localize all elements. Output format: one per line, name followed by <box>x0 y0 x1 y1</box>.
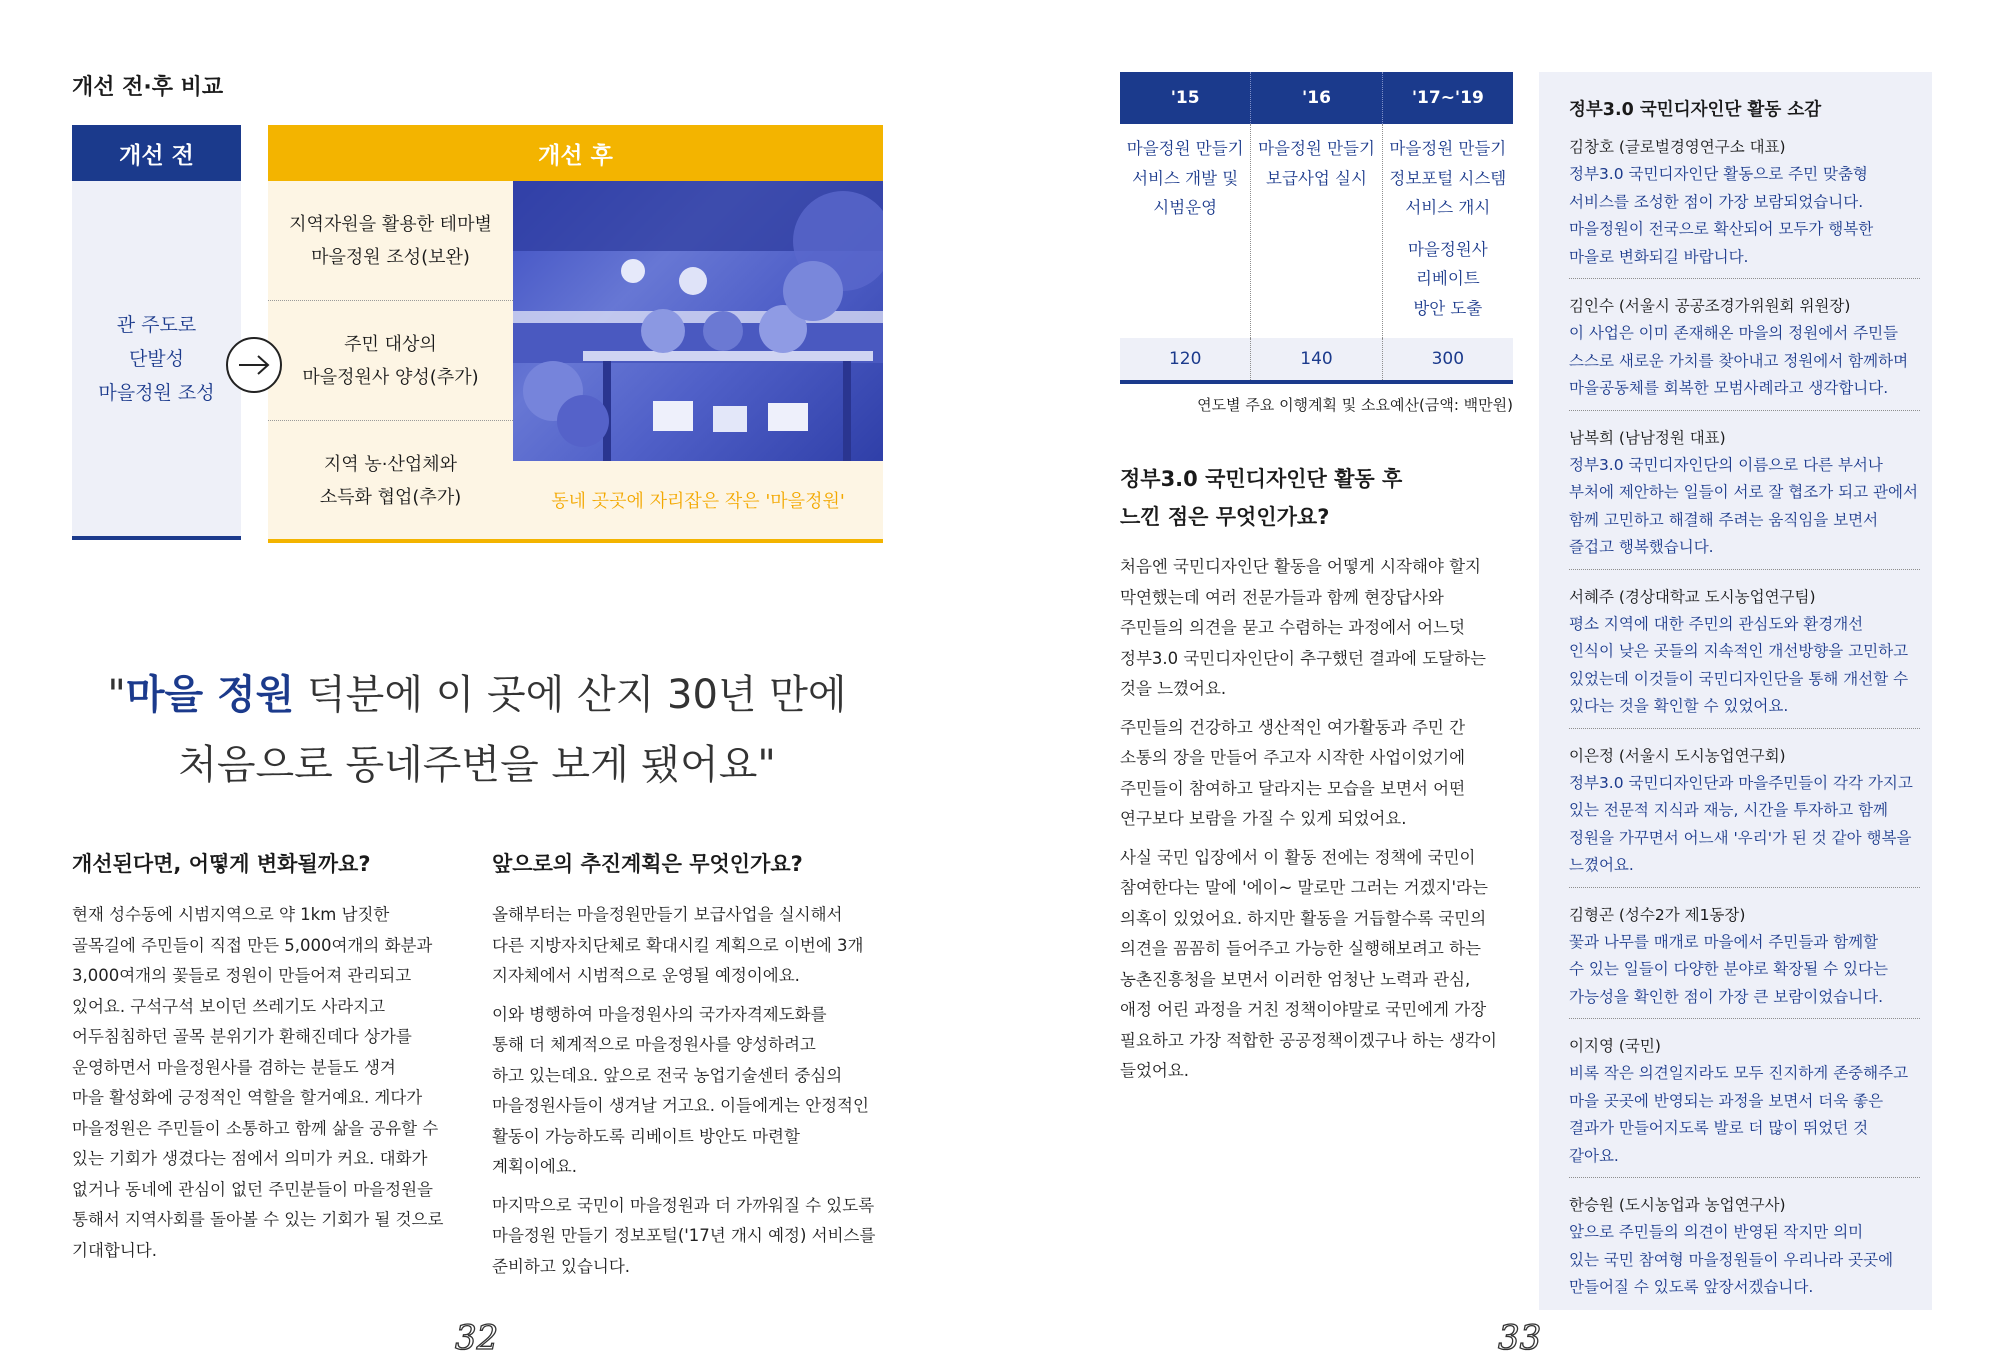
text-line: 들었어요. <box>1120 1061 1190 1080</box>
cell-line: 마을정원 만들기 <box>1389 139 1507 158</box>
testimonial-name: 서혜주 (경상대학교 도시농업연구팀) <box>1569 587 1816 606</box>
cell-line: 정보포털 시스템 <box>1389 168 1507 188</box>
testimonial-text <box>1569 161 1920 271</box>
text-line: 주민들의 의견을 묻고 수렴하는 과정에서 어느덧 <box>1120 618 1466 637</box>
text-line: 다른 지방자치단체로 확대시킬 계획으로 이번에 3개 <box>492 935 864 955</box>
text-line: 현재 성수동에 시범지역으로 약 1km 남짓한 <box>72 905 390 924</box>
text-line: 마을정원이 전국으로 확산되어 모두가 행복한 <box>1569 220 1874 238</box>
text-line: 평소 지역에 대한 주민의 관심도와 환경개선 <box>1569 614 1864 633</box>
table-budget-cell: 120 <box>1120 338 1251 380</box>
text-line: 마을정원 만들기 정보포털('17년 개시 예정) 서비스를 <box>492 1226 876 1245</box>
text-line: 사실 국민 입장에서 이 활동 전에는 정책에 국민이 <box>1120 847 1476 867</box>
before-line: 마을정원 조성 <box>98 381 215 404</box>
quote-line-1-rest: 덕분에 이 곳에 산지 30년 만에 <box>294 672 847 718</box>
table-budget-row <box>1120 338 1513 384</box>
after-item <box>268 421 513 541</box>
text-line: 결과가 만들어지도록 발로 더 많이 뛰었던 것 <box>1569 1119 1869 1137</box>
text-line: 가능성을 확인한 점이 가장 큰 보람이었습니다. <box>1569 987 1884 1006</box>
text-line: 수 있는 일들이 다양한 분야로 확장될 수 있다는 <box>1569 960 1888 978</box>
after-item-line: 소득화 협업(추가) <box>319 487 462 508</box>
after-item-line: 마을정원사 양성(추가) <box>302 366 479 388</box>
text-line: 통해서 지역사회를 돌아볼 수 있는 기회가 될 것으로 <box>72 1210 444 1229</box>
text-line: 스스로 새로운 가치를 찾아내고 정원에서 함께하며 <box>1569 351 1909 370</box>
text-line: 소통의 장을 만들어 주고자 시작한 사업이었기에 <box>1120 748 1466 767</box>
feeling-paragraph <box>1120 552 1515 705</box>
table-plan-cell <box>1251 124 1382 338</box>
text-line: 애정 어린 과정을 거친 정책이야말로 국민에게 가장 <box>1120 1000 1487 1019</box>
text-line: 꽃과 나무를 매개로 마을에서 주민들과 함께할 <box>1569 932 1879 951</box>
after-item <box>268 181 513 301</box>
before-column <box>72 125 241 540</box>
text-line: 막연했는데 여러 전문가들과 함께 현장답사와 <box>1120 587 1444 607</box>
photo-caption: 동네 곳곳에 자리잡은 작은 '마을정원' <box>551 491 845 512</box>
text-line: 있는 국민 참여형 마을정원들이 우리나라 곳곳에 <box>1569 1250 1894 1269</box>
testimonial-text <box>1569 1060 1920 1170</box>
change-body <box>72 900 462 1266</box>
before-line: 관 주도로 <box>116 313 197 336</box>
testimonial-name: 남복희 (남남정원 대표) <box>1569 428 1726 447</box>
text-line: 있다는 것을 확인할 수 있었어요. <box>1569 697 1789 715</box>
quote-line-1 <box>72 660 882 730</box>
text-line: 마을공동체를 회복한 모범사례라고 생각합니다. <box>1569 379 1889 397</box>
text-line: 참여한다는 말에 '에이~ 말로만 그러는 거겠지'라는 <box>1120 878 1488 897</box>
text-line: 이와 병행하여 마을정원사의 국가자격제도화를 <box>492 1004 827 1024</box>
text-line: 어두침침하던 골목 분위기가 환해진데다 상가를 <box>72 1027 412 1046</box>
testimonial-entry <box>1569 424 1920 570</box>
text-line: 있는 기회가 생겼다는 점에서 의미가 커요. 대화가 <box>72 1149 428 1168</box>
text-line: 느꼈어요. <box>1569 856 1634 874</box>
testimonial-entry <box>1569 583 1920 729</box>
table-caption: 연도별 주요 이행계획 및 소요예산(금액: 백만원) <box>1197 396 1513 414</box>
text-line: 운영하면서 마을정원사를 겸하는 분들도 생겨 <box>72 1057 396 1077</box>
text-line: 마지막으로 국민이 마을정원과 더 가까워질 수 있도록 <box>492 1195 875 1215</box>
feeling-body <box>1120 552 1515 1087</box>
testimonials-sidebar <box>1539 72 1932 1310</box>
text-line: 계획이에요. <box>492 1157 577 1176</box>
testimonial-name: 이지영 (국민) <box>1569 1037 1661 1055</box>
quote-highlight: 마을 정원 <box>125 672 295 718</box>
after-item-line: 지역자원을 활용한 테마별 <box>289 213 492 235</box>
feeling-heading <box>1120 460 1515 536</box>
table-plan-cell <box>1120 124 1251 338</box>
testimonial-entry <box>1569 1032 1920 1178</box>
text-line: 지자체에서 시범적으로 운영될 예정이에요. <box>492 966 800 985</box>
after-item-line: 지역 농·산업체와 <box>323 454 458 475</box>
after-column <box>268 125 883 543</box>
plan-column <box>492 848 892 1290</box>
cell-line: 방안 도출 <box>1413 298 1483 318</box>
cell-line: 시범운영 <box>1153 198 1218 217</box>
testimonial-name: 김인수 (서울시 공공조경가위원회 위원장) <box>1569 297 1851 315</box>
text-line: 있었는데 이것들이 국민디자인단을 통해 개선할 수 <box>1569 669 1909 688</box>
comparison-section-title: 개선 전·후 비교 <box>72 75 224 100</box>
cell-line: 마을정원사 <box>1407 239 1488 259</box>
right-arrow-icon <box>237 354 271 376</box>
text-line: 골목길에 주민들이 직접 만든 5,000여개의 화분과 <box>72 935 433 955</box>
text-line: 정부3.0 국민디자인단 활동으로 주민 맞춤형 <box>1569 165 1868 183</box>
testimonial-text <box>1569 1219 1920 1302</box>
cell-line: 서비스 개시 <box>1405 198 1491 217</box>
before-line: 단발성 <box>128 347 185 370</box>
cell-spacer <box>1383 223 1513 235</box>
text-line: 주민들이 참여하고 달라지는 모습을 보면서 어떤 <box>1120 778 1466 798</box>
text-line: 마을 활성화에 긍정적인 역할을 할거예요. 게다가 <box>72 1088 423 1107</box>
highlight-quote <box>72 660 882 800</box>
quote-open-mark: " <box>107 672 126 718</box>
table-plan-row <box>1120 124 1513 338</box>
cell-line: 마을정원 만들기 <box>1126 139 1244 158</box>
testimonial-entry <box>1569 1191 1920 1309</box>
text-line: 처음엔 국민디자인단 활동을 어떻게 시작해야 할지 <box>1120 557 1481 576</box>
table-plan-cell <box>1383 124 1513 338</box>
text-line: 비록 작은 의견일지라도 모두 진지하게 존중해주고 <box>1569 1064 1909 1082</box>
change-column <box>72 848 462 1274</box>
after-item-line: 주민 대상의 <box>344 333 437 355</box>
change-heading: 개선된다면, 어떻게 변화될까요? <box>72 852 371 876</box>
village-garden-photo <box>513 181 883 461</box>
after-items-list <box>268 181 513 539</box>
testimonial-text <box>1569 611 1920 721</box>
text-line: 같아요. <box>1569 1146 1619 1165</box>
testimonial-name: 한승원 (도시농업과 농업연구사) <box>1569 1196 1786 1214</box>
text-line: 만들어질 수 있도록 앞장서겠습니다. <box>1569 1278 1814 1296</box>
text-line: 의혹이 있었어요. 하지만 활동을 거듭할수록 국민의 <box>1120 908 1487 928</box>
right-arrow-circle-icon <box>226 337 282 393</box>
table-budget-cell: 140 <box>1251 338 1382 380</box>
text-line: 의견을 꼼꼼히 들어주고 가능한 실행해보려고 하는 <box>1120 939 1481 958</box>
text-line: 연구보다 보람을 가질 수 있게 되었어요. <box>1120 809 1407 828</box>
text-line: 기대합니다. <box>72 1240 157 1260</box>
text-line: 3,000여개의 꽃들로 정원이 만들어져 관리되고 <box>72 966 412 985</box>
testimonial-text <box>1569 929 1920 1012</box>
plan-paragraph <box>492 1191 892 1283</box>
testimonial-name: 김창호 (글로벌경영연구소 대표) <box>1569 138 1786 156</box>
text-line: 즐겁고 행복했습니다. <box>1569 538 1714 556</box>
testimonial-entry <box>1569 133 1920 279</box>
text-line: 없거나 동네에 관심이 없던 주민분들이 마을정원을 <box>72 1179 433 1199</box>
sidebar-title: 정부3.0 국민디자인단 활동 소감 <box>1569 100 1822 120</box>
text-line: 정부3.0 국민디자인단의 이름으로 다른 부서나 <box>1569 455 1883 474</box>
after-header: 개선 후 <box>268 125 883 181</box>
testimonial-entry <box>1569 901 1920 1020</box>
heading-line: 정부3.0 국민디자인단 활동 후 <box>1120 467 1403 491</box>
text-line: 부처에 제안하는 일들이 서로 잘 협조가 되고 관에서 <box>1569 483 1918 501</box>
table-header-row <box>1120 72 1513 124</box>
quote-line-2: 처음으로 동네주변을 보게 됐어요" <box>178 742 776 788</box>
feeling-section <box>1120 460 1515 1095</box>
after-item-line: 마을정원 조성(보완) <box>311 246 470 268</box>
page-number-left: 32 <box>455 1318 499 1358</box>
testimonial-text <box>1569 320 1920 403</box>
text-line: 정부3.0 국민디자인단이 추구했던 결과에 도달하는 <box>1120 648 1486 668</box>
text-line: 함께 고민하고 해결해 주려는 움직임을 보면서 <box>1569 510 1879 529</box>
text-line: 마을정원사들이 생겨날 거고요. 이들에게는 안정적인 <box>492 1096 869 1115</box>
plan-budget-table <box>1120 72 1513 415</box>
text-line: 활동이 가능하도록 리베이트 방안도 마련할 <box>492 1126 800 1146</box>
text-line: 하고 있는데요. 앞으로 전국 농업기술센터 중심의 <box>492 1065 843 1085</box>
text-line: 올해부터는 마을정원만들기 보급사업을 실시해서 <box>492 905 843 924</box>
testimonial-entry <box>1569 742 1920 888</box>
text-line: 있는 전문적 지식과 재능, 시간을 투자하고 함께 <box>1569 801 1888 819</box>
page-number-right: 33 <box>1498 1318 1542 1358</box>
text-line: 것을 느꼈어요. <box>1120 679 1227 698</box>
text-line: 인식이 낮은 곳들의 지속적인 개선방향을 고민하고 <box>1569 642 1909 660</box>
cell-line: 서비스 개발 및 <box>1132 168 1239 188</box>
feeling-paragraph <box>1120 713 1515 835</box>
testimonial-name: 김형곤 (성수2가 제1동장) <box>1569 905 1746 924</box>
cell-line: 보급사업 실시 <box>1266 168 1367 188</box>
text-line: 있어요. 구석구석 보이던 쓰레기도 사라지고 <box>72 996 386 1016</box>
testimonial-name: 이은정 (서울시 도시농업연구회) <box>1569 746 1786 765</box>
text-line: 준비하고 있습니다. <box>492 1256 631 1276</box>
before-body <box>72 181 241 536</box>
text-line: 앞으로 주민들의 의견이 반영된 작지만 의미 <box>1569 1223 1864 1241</box>
text-line: 농촌진흥청을 보면서 이러한 엄청난 노력과 관심, <box>1120 969 1471 989</box>
text-line: 필요하고 가장 적합한 공공정책이겠구나 하는 생각이 <box>1120 1030 1497 1050</box>
text-line: 마을로 변화되길 바랍니다. <box>1569 247 1749 266</box>
testimonial-text <box>1569 452 1920 562</box>
table-budget-cell: 300 <box>1431 349 1465 369</box>
table-year-header: '16 <box>1251 72 1382 124</box>
text-line: 서비스를 조성한 점이 가장 보람되었습니다. <box>1569 192 1864 211</box>
text-line: 마을정원은 주민들이 소통하고 함께 삶을 공유할 수 <box>72 1118 439 1138</box>
cell-line: 리베이트 <box>1415 269 1480 288</box>
before-header: 개선 전 <box>72 125 241 181</box>
feeling-paragraph <box>1120 843 1515 1087</box>
plan-paragraph <box>492 1000 892 1183</box>
plan-body <box>492 900 892 1282</box>
table-year-header: '17~'19 <box>1411 88 1484 108</box>
text-line: 정부3.0 국민디자인단과 마을주민들이 각각 가지고 <box>1569 773 1913 792</box>
table-year-header: '15 <box>1120 72 1251 124</box>
text-line: 통해 더 체계적으로 마을정원사를 양성하려고 <box>492 1035 816 1054</box>
text-line: 주민들의 건강하고 생산적인 여가활동과 주민 간 <box>1120 717 1466 737</box>
after-item <box>268 301 513 421</box>
text-line: 정원을 가꾸면서 어느새 '우리'가 된 것 같아 행복을 <box>1569 828 1912 847</box>
cell-line: 마을정원 만들기 <box>1258 139 1375 158</box>
text-line: 마을 곳곳에 반영되는 과정을 보면서 더욱 좋은 <box>1569 1091 1884 1110</box>
testimonial-text <box>1569 770 1920 880</box>
plan-heading: 앞으로의 추진계획은 무엇인가요? <box>492 852 803 876</box>
testimonial-entry <box>1569 292 1920 411</box>
heading-line: 느낀 점은 무엇인가요? <box>1120 505 1330 529</box>
text-line: 이 사업은 이미 존재해온 마을의 정원에서 주민들 <box>1569 324 1899 342</box>
village-garden-photo-graphic <box>513 181 883 461</box>
change-paragraph <box>72 900 462 1266</box>
plan-paragraph <box>492 900 892 992</box>
